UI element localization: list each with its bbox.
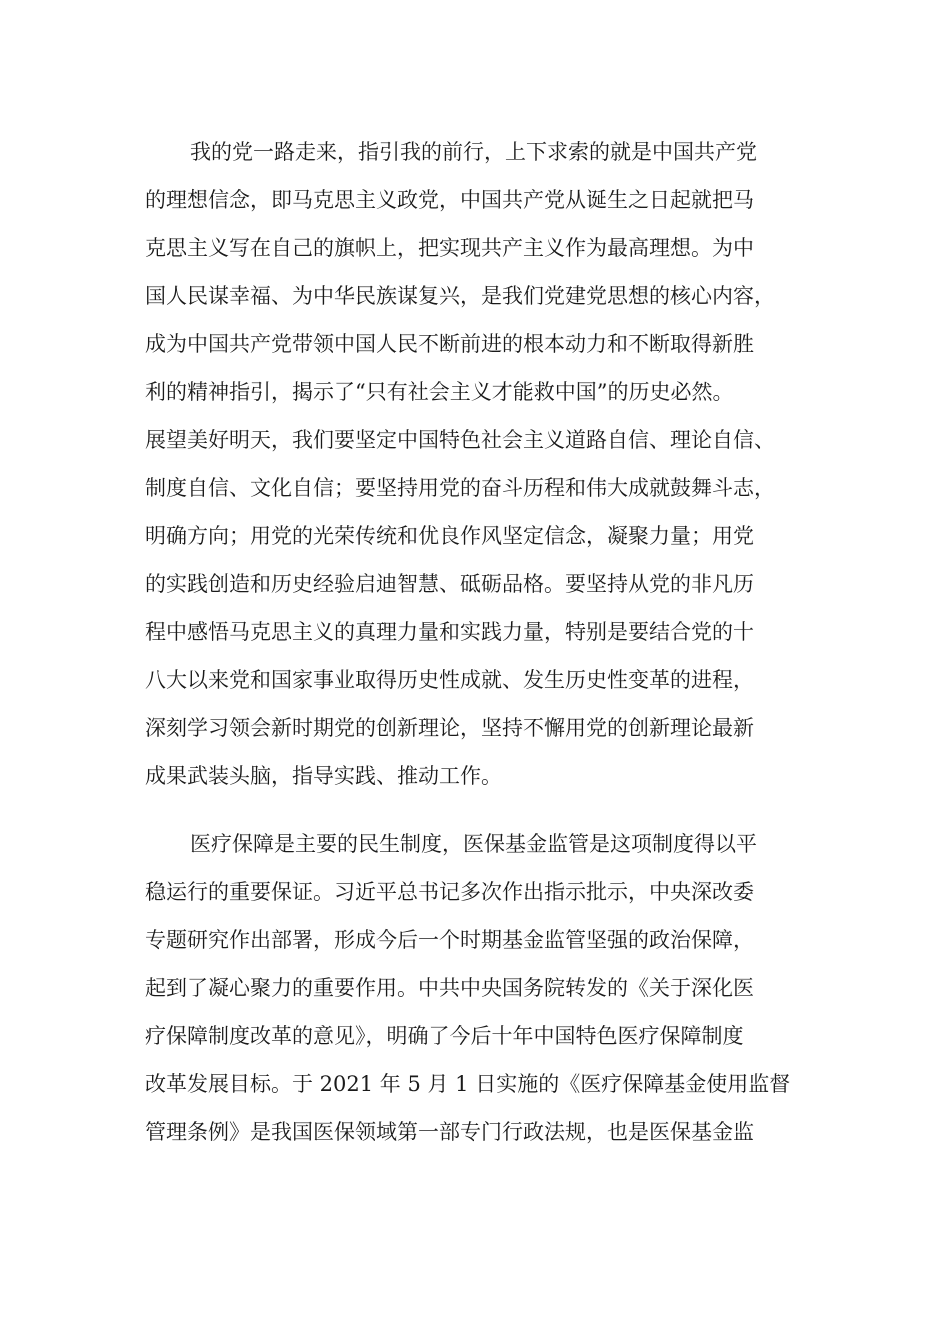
paragraph-line: 明确方向；用党的光荣传统和优良作风坚定信念，凝聚力量；用党: [145, 524, 754, 548]
paragraph-line: 利的精神指引，揭示了“只有社会主义才能救中国”的历史必然。: [145, 380, 734, 404]
paragraph-line: 八大以来党和国家事业取得历史性成就、发生历史性变革的进程，: [145, 668, 754, 692]
paragraph-line: 起到了凝心聚力的重要作用。中共中央国务院转发的《关于深化医: [145, 976, 754, 1000]
paragraph-line: 展望美好明天，我们要坚定中国特色社会主义道路自信、理论自信、: [145, 428, 775, 452]
paragraph-line: 成为中国共产党带领中国人民不断前进的根本动力和不断取得新胜: [145, 332, 754, 356]
paragraph-line: 克思主义写在自己的旗帜上，把实现共产主义作为最高理想。为中: [145, 236, 754, 260]
paragraph-line: 医疗保障是主要的民生制度，医保基金监管是这项制度得以平: [190, 832, 757, 856]
paragraph-line: 国人民谋幸福、为中华民族谋复兴，是我们党建党思想的核心内容，: [145, 284, 775, 308]
paragraph-line: 我的党一路走来，指引我的前行，上下求索的就是中国共产党: [190, 140, 757, 164]
paragraph-line: 成果武装头脑，指导实践、推动工作。: [145, 764, 502, 788]
paragraph-line: 的实践创造和历史经验启迪智慧、砥砺品格。要坚持从党的非凡历: [145, 572, 754, 596]
paragraph-line: 稳运行的重要保证。习近平总书记多次作出指示批示，中央深改委: [145, 880, 754, 904]
paragraph-line: 管理条例》是我国医保领域第一部专门行政法规，也是医保基金监: [145, 1120, 754, 1144]
paragraph-line: 程中感悟马克思主义的真理力量和实践力量，特别是要结合党的十: [145, 620, 754, 644]
paragraph-line: 深刻学习领会新时期党的创新理论，坚持不懈用党的创新理论最新: [145, 716, 754, 740]
paragraph-line: 专题研究作出部署，形成今后一个时期基金监管坚强的政治保障，: [145, 928, 754, 952]
paragraph-line: 的理想信念，即马克思主义政党，中国共产党从诞生之日起就把马: [145, 188, 754, 212]
paragraph-line: 制度自信、文化自信；要坚持用党的奋斗历程和伟大成就鼓舞斗志，: [145, 476, 775, 500]
paragraph-line: 改革发展目标。于 2021 年 5 月 1 日实施的《医疗保障基金使用监督: [145, 1072, 791, 1096]
paragraph-line: 疗保障制度改革的意见》，明确了今后十年中国特色医疗保障制度: [145, 1024, 744, 1048]
